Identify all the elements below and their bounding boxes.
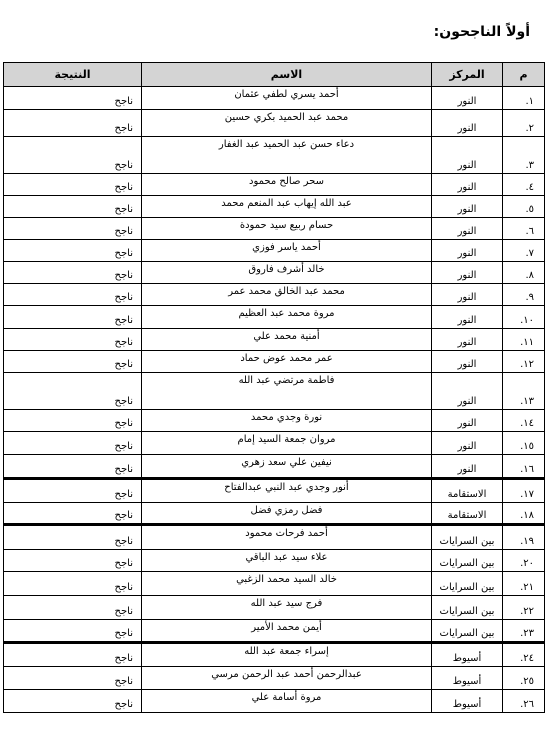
row-result: ناجح <box>4 643 142 667</box>
row-number: ٢٤. <box>503 643 545 667</box>
row-center: النور <box>432 262 503 284</box>
row-name: فاطمة مرتضي عبد الله <box>142 373 432 410</box>
row-center: بين السرايات <box>432 620 503 643</box>
row-name: عبدالرحمن أحمد عبد الرحمن مرسي <box>142 667 432 690</box>
row-number: ١. <box>503 87 545 110</box>
row-number: ٢٢. <box>503 596 545 620</box>
row-name: دعاء حسن عبد الحميد عبد الغفار <box>142 137 432 174</box>
row-center: النور <box>432 137 503 174</box>
row-name: عمر محمد عوض حماد <box>142 351 432 373</box>
table-row <box>4 110 545 137</box>
row-name: أحمد يسري لطفي عثمان <box>142 87 432 110</box>
table-row <box>4 218 545 240</box>
row-result: ناجح <box>4 596 142 620</box>
table-row <box>4 262 545 284</box>
row-center: أسيوط <box>432 667 503 690</box>
row-name: فضل رمزي فضل <box>142 503 432 525</box>
row-result: ناجح <box>4 572 142 596</box>
row-number: ١٦. <box>503 455 545 479</box>
row-center: النور <box>432 455 503 479</box>
table-row <box>4 525 545 550</box>
row-name: علاء سيد عبد الباقي <box>142 550 432 572</box>
row-number: ١٠. <box>503 306 545 329</box>
row-center: النور <box>432 240 503 262</box>
row-number: ٩. <box>503 284 545 306</box>
row-result: ناجح <box>4 432 142 455</box>
row-result: ناجح <box>4 455 142 479</box>
row-number: ٨. <box>503 262 545 284</box>
row-result: ناجح <box>4 218 142 240</box>
row-number: ٢. <box>503 110 545 137</box>
row-number: ١٥. <box>503 432 545 455</box>
row-result: ناجح <box>4 306 142 329</box>
row-name: أيمن محمد الأمير <box>142 620 432 643</box>
row-center: أسيوط <box>432 690 503 713</box>
column-header-no: م <box>503 63 545 87</box>
row-number: ٤. <box>503 174 545 196</box>
row-center: النور <box>432 110 503 137</box>
row-name: أنور وجدي عبد النبي عبدالفتاح <box>142 479 432 503</box>
table-row <box>4 329 545 351</box>
table-row <box>4 306 545 329</box>
row-number: ٦. <box>503 218 545 240</box>
table-row <box>4 137 545 174</box>
row-result: ناجح <box>4 262 142 284</box>
row-name: مروة أسامة علي <box>142 690 432 713</box>
table-row <box>4 503 545 525</box>
row-number: ١٧. <box>503 479 545 503</box>
row-center: النور <box>432 87 503 110</box>
row-center: الاستقامة <box>432 503 503 525</box>
row-result: ناجح <box>4 174 142 196</box>
row-result: ناجح <box>4 110 142 137</box>
row-result: ناجح <box>4 137 142 174</box>
table-row <box>4 432 545 455</box>
row-center: النور <box>432 174 503 196</box>
table-row <box>4 479 545 503</box>
row-number: ١٨. <box>503 503 545 525</box>
row-number: ٣. <box>503 137 545 174</box>
table-row <box>4 690 545 713</box>
column-header-name: الاسم <box>142 63 432 87</box>
results-table <box>3 62 545 713</box>
row-result: ناجح <box>4 87 142 110</box>
row-number: ٧. <box>503 240 545 262</box>
row-name: نورة وجدي محمد <box>142 410 432 432</box>
row-center: النور <box>432 373 503 410</box>
row-result: ناجح <box>4 479 142 503</box>
row-result: ناجح <box>4 690 142 713</box>
row-result: ناجح <box>4 550 142 572</box>
row-name: عبد الله إيهاب عبد المنعم محمد <box>142 196 432 218</box>
row-result: ناجح <box>4 525 142 550</box>
row-center: النور <box>432 196 503 218</box>
row-center: النور <box>432 432 503 455</box>
row-center: النور <box>432 351 503 373</box>
row-name: خالد أشرف فاروق <box>142 262 432 284</box>
table-row <box>4 620 545 643</box>
row-number: ١٤. <box>503 410 545 432</box>
table-row <box>4 572 545 596</box>
table-row <box>4 667 545 690</box>
row-number: ١١. <box>503 329 545 351</box>
row-result: ناجح <box>4 373 142 410</box>
row-name: محمد عبد الحميد بكري حسين <box>142 110 432 137</box>
table-row <box>4 196 545 218</box>
table-row <box>4 174 545 196</box>
row-center: النور <box>432 284 503 306</box>
row-name: فرج سيد عبد الله <box>142 596 432 620</box>
row-name: أحمد ياسر فوزي <box>142 240 432 262</box>
table-row <box>4 455 545 479</box>
row-number: ١٩. <box>503 525 545 550</box>
row-result: ناجح <box>4 196 142 218</box>
row-name: أمنية محمد علي <box>142 329 432 351</box>
row-center: بين السرايات <box>432 572 503 596</box>
row-center: النور <box>432 410 503 432</box>
row-name: إسراء جمعة عبد الله <box>142 643 432 667</box>
column-header-result: النتيجة <box>4 63 142 87</box>
row-center: النور <box>432 306 503 329</box>
row-number: ٢٦. <box>503 690 545 713</box>
row-name: سحر صالح محمود <box>142 174 432 196</box>
table-row <box>4 643 545 667</box>
row-center: الاستقامة <box>432 479 503 503</box>
row-name: أحمد فرحات محمود <box>142 525 432 550</box>
table-header-row <box>4 63 545 87</box>
row-center: بين السرايات <box>432 525 503 550</box>
row-number: ٢٥. <box>503 667 545 690</box>
column-header-center: المركز <box>432 63 503 87</box>
row-name: حسام ربيع سيد حمودة <box>142 218 432 240</box>
row-center: بين السرايات <box>432 550 503 572</box>
row-center: أسيوط <box>432 643 503 667</box>
row-name: خالد السيد محمد الزغبي <box>142 572 432 596</box>
row-center: النور <box>432 329 503 351</box>
row-name: مروان جمعة السيد إمام <box>142 432 432 455</box>
table-row <box>4 87 545 110</box>
table-row <box>4 240 545 262</box>
row-result: ناجح <box>4 329 142 351</box>
row-number: ١٢. <box>503 351 545 373</box>
table-body <box>4 87 545 713</box>
row-number: ٢١. <box>503 572 545 596</box>
row-result: ناجح <box>4 503 142 525</box>
table-row <box>4 284 545 306</box>
row-number: ٥. <box>503 196 545 218</box>
section-heading: أولاً الناجحون: <box>433 24 530 40</box>
row-result: ناجح <box>4 351 142 373</box>
row-center: بين السرايات <box>432 596 503 620</box>
table-row <box>4 373 545 410</box>
row-center: النور <box>432 218 503 240</box>
row-result: ناجح <box>4 240 142 262</box>
row-number: ٢٣. <box>503 620 545 643</box>
row-number: ٢٠. <box>503 550 545 572</box>
row-result: ناجح <box>4 410 142 432</box>
table-row <box>4 596 545 620</box>
table-row <box>4 550 545 572</box>
row-name: نيفين علي سعد زهري <box>142 455 432 479</box>
table-row <box>4 410 545 432</box>
row-result: ناجح <box>4 284 142 306</box>
row-name: مروة محمد عبد العظيم <box>142 306 432 329</box>
row-name: محمد عبد الخالق محمد عمر <box>142 284 432 306</box>
row-result: ناجح <box>4 620 142 643</box>
row-number: ١٣. <box>503 373 545 410</box>
table-row <box>4 351 545 373</box>
row-result: ناجح <box>4 667 142 690</box>
